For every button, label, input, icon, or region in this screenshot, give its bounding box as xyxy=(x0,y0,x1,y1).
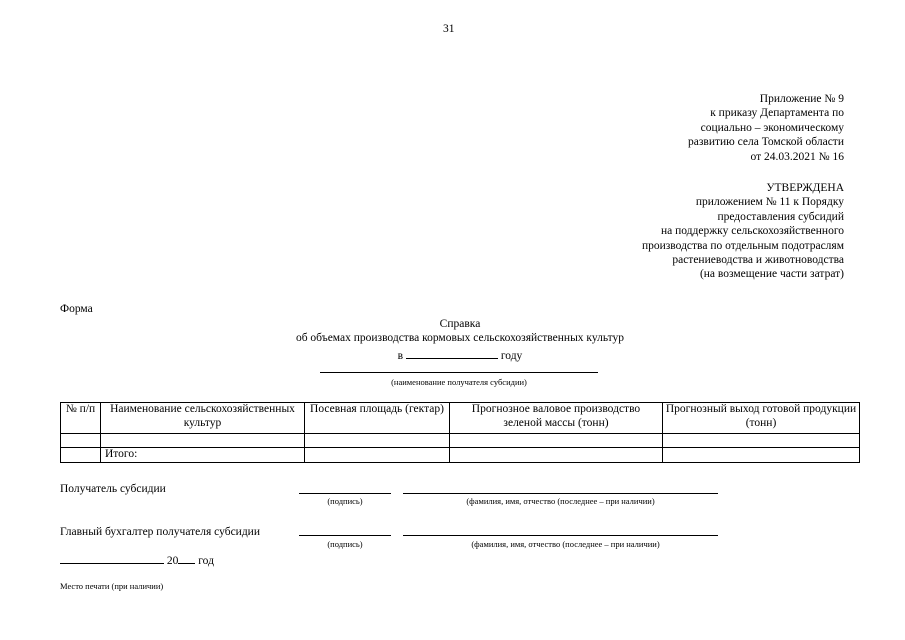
header-sown-area: Посевная площадь (гектар) xyxy=(305,403,450,434)
accountant-signature-line[interactable] xyxy=(299,535,391,536)
year-blank-field[interactable] xyxy=(406,346,498,359)
table-cell[interactable] xyxy=(450,448,663,463)
accountant-signature-caption: (подпись) xyxy=(327,539,363,549)
form-label: Форма xyxy=(60,303,93,315)
approved-line: (на возмещение части затрат) xyxy=(699,268,844,281)
accountant-fullname-line[interactable] xyxy=(403,535,718,536)
document-title xyxy=(200,317,720,363)
approved-line: на поддержку сельскохозяйственного xyxy=(660,225,844,238)
table-header-row xyxy=(61,403,860,434)
table-row-total xyxy=(61,448,860,463)
page-number: 31 xyxy=(443,23,455,35)
title-line-2: об объемах производства кормовых сельскохозяйственных культур xyxy=(295,332,625,345)
date-year-suffix: год xyxy=(198,555,214,567)
stamp-label: Место печати (при наличии) xyxy=(60,581,164,591)
date-year-prefix: 20 xyxy=(166,555,179,567)
recipient-signature-caption: (подпись) xyxy=(327,496,363,506)
appendix-line: Приложение № 9 xyxy=(759,93,844,105)
title-line-1: Справка xyxy=(439,318,481,330)
title-year-line xyxy=(200,346,720,363)
total-label: Итого: xyxy=(101,448,305,463)
table-row xyxy=(61,434,860,448)
table-cell[interactable] xyxy=(305,448,450,463)
appendix-line: к приказу Департамента по xyxy=(710,107,844,120)
year-digits-field[interactable] xyxy=(178,551,195,564)
approved-line: предоставления субсидий xyxy=(717,210,844,223)
recipient-signature-line[interactable] xyxy=(299,493,391,494)
approved-block xyxy=(642,181,844,282)
production-table xyxy=(60,402,860,463)
title-year-suffix: году xyxy=(500,349,523,362)
appendix-block xyxy=(688,92,844,164)
date-blank-field[interactable] xyxy=(60,551,164,564)
approved-line: УТВЕРЖДЕНА xyxy=(766,182,844,194)
header-crop-name: Наименование сельскохозяйственных культур xyxy=(101,403,305,434)
recipient-name-line[interactable] xyxy=(320,372,598,373)
header-finished-output: Прогнозный выход готовой продукции (тонн) xyxy=(663,403,860,434)
table-cell[interactable] xyxy=(663,434,860,448)
title-year-prefix: в xyxy=(397,349,404,362)
table-cell[interactable] xyxy=(61,434,101,448)
date-line xyxy=(60,551,214,568)
recipient-label: Получатель субсидии xyxy=(60,483,166,495)
table-cell[interactable] xyxy=(101,434,305,448)
table-cell[interactable] xyxy=(663,448,860,463)
approved-line: приложением № 11 к Порядку xyxy=(695,196,844,209)
table-cell[interactable] xyxy=(450,434,663,448)
table-cell[interactable] xyxy=(305,434,450,448)
header-gross-production: Прогнозное валовое производство зеленой массы (тонн) xyxy=(450,403,663,434)
recipient-fullname-line[interactable] xyxy=(403,493,718,494)
recipient-fullname-caption: (фамилия, имя, отчество (последнее – при наличии) xyxy=(466,496,655,506)
approved-line: растениеводства и животноводства xyxy=(672,254,844,267)
table-cell[interactable] xyxy=(61,448,101,463)
header-number: № п/п xyxy=(61,403,101,434)
recipient-caption: (наименование получателя субсидии) xyxy=(391,377,527,387)
appendix-line: развитию села Томской области xyxy=(688,136,844,149)
accountant-label: Главный бухгалтер получателя субсидии xyxy=(60,526,260,538)
approved-line: производства по отдельным подотраслям xyxy=(641,239,844,252)
appendix-line: социально – экономическому xyxy=(700,121,844,134)
accountant-fullname-caption: (фамилия, имя, отчество (последнее – при наличии) xyxy=(471,539,660,549)
appendix-line: от 24.03.2021 № 16 xyxy=(750,150,844,163)
